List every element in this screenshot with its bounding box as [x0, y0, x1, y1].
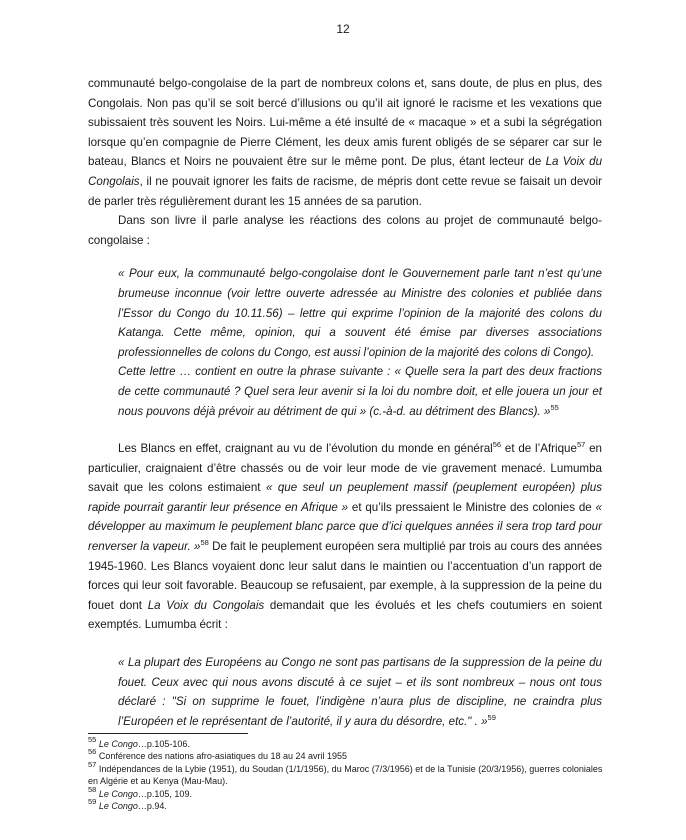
main-text [88, 74, 602, 731]
footnote-58: $^{58}$ Le Congo…p.105, 109. [88, 784, 192, 799]
footnote-divider [88, 733, 248, 734]
paragraph-2: Dans son livre il parle analyse les réactions des colons au projet de communauté belgo-congolaise : [88, 214, 602, 247]
footnote-ref-55[interactable]: 55 [550, 402, 559, 412]
footnote-ref-57[interactable]: 57 [576, 440, 586, 450]
footnote-ref-59[interactable]: 59 [487, 712, 496, 722]
footnote-55: $^{55}$ Le Congo…p.105-106. [88, 735, 190, 749]
paragraph-1: communauté belgo-congolaise de la part de nombreux colons et, sans doute, de plus en plus, des Congolais. Non pas qu’il se soit bercé d’illusions ou qu’il ait ignoré le racisme et les vexations que subissaient très souvent les Noirs. Lui-même a été insulté de « macaque » et a subi la ségrégation lorsque qu’en compagnie de Pierre Clément, les deux amis furent obligés de se séparer car sur le bateau, Blancs et Noirs ne pouvaient être sur le même pont. De plus, étant lecteur de La Voix du Congolais, il ne pouvait ignorer les faits de racisme, de mépris dont cette revue se faisait un devoir de parler très régulièrement durant les 15 années de sa parution. [88, 77, 603, 208]
footnotes [88, 735, 608, 812]
block-quote-2: « La plupart des Européens au Congo ne sont pas partisans de la suppression de la peine du fouet. Ceux avec qui nous avons discuté à ce sujet – et ils sont nombreux – nous ont tous déclaré : "Si on supprime le fouet, l’indigène n’aura plus de discipline, ne craindra plus l’Européen et le représentant de l’autorité, il y aura du désordre, etc." . »$^{59}$ [118, 656, 602, 728]
block-quote-1-continued: Cette lettre … contient en outre la phrase suivante : « Quelle sera la part des deux fractions de cette communauté ? Quel sera leur avenir si la loi du nombre doit, et elle jouera un jour et nous pouvons déjà prévoir au détriment de qui » (c.-à-d. au détriment des Blancs). »$^{55}$ [118, 365, 602, 418]
footnote-59: $^{59}$ Le Congo…p.94. [88, 797, 167, 812]
page-number: 12 [336, 22, 350, 36]
footnote-ref-58[interactable]: 58 [200, 538, 209, 548]
block-quote-1: « Pour eux, la communauté belgo-congolaise dont le Gouvernement parle tant n’est qu’une brumeuse inconnue (voir lettre ouverte adressée au Ministre des colonies et publiée dans l’Essor du Congo du 10.11.56) – lettre qui exprime l’opinion de la majorité des colons du Katanga. Cette même, opinion, qui a souvent été émise par diverses associations professionnelles de colons du Congo, est aussi l’opinion de la majorité des colons di Congo). [118, 267, 602, 359]
footnote-56: $^{56}$ Conférence des nations afro-asiatiques du 18 au 24 avril 1955 [88, 747, 348, 762]
footnote-ref-56[interactable]: 56 [492, 440, 502, 450]
footnote-57: $^{57}$ Indépendances de la Lybie (1951), du Soudan (1/1/1956), du Maroc (7/3/1956) et de la Tunisie (20/3/1956), guerres coloniales en Algérie et au Kenya (Mau-Mau). [88, 759, 603, 787]
paragraph-3: Les Blancs en effet, craignant au vu de l’évolution du monde en général$^{56}$ et de l’Afrique$^{57}$ en particulier, craignaient d’être chassés ou de voir leur mode de vie gravement menacé. Lumumba savait que les colons estimaient « que seul un peuplement massif (peuplement européen) plus rapide pourrait garantir leur présence en Afrique » et qu’ils pressaient le Ministre des colonies de « développer au maximum le peuplement blanc parce que d’ici quelques années il sera trop tard pour renverser la vapeur. »$^{58}$ De fait le peuplement européen sera multiplié par trois au cours des années 1945-1960. Les Blancs voyaient donc leur salut dans le maintien ou l’accentuation d’un rapport de forces qui leur soit favorable. Beaucoup se refusaient, par exemple, à la suppression de la peine du fouet dont La Voix du Congolais demandait que les évolués et les chefs coutumiers en soient exemptés. Lumumba écrit : [88, 440, 603, 632]
